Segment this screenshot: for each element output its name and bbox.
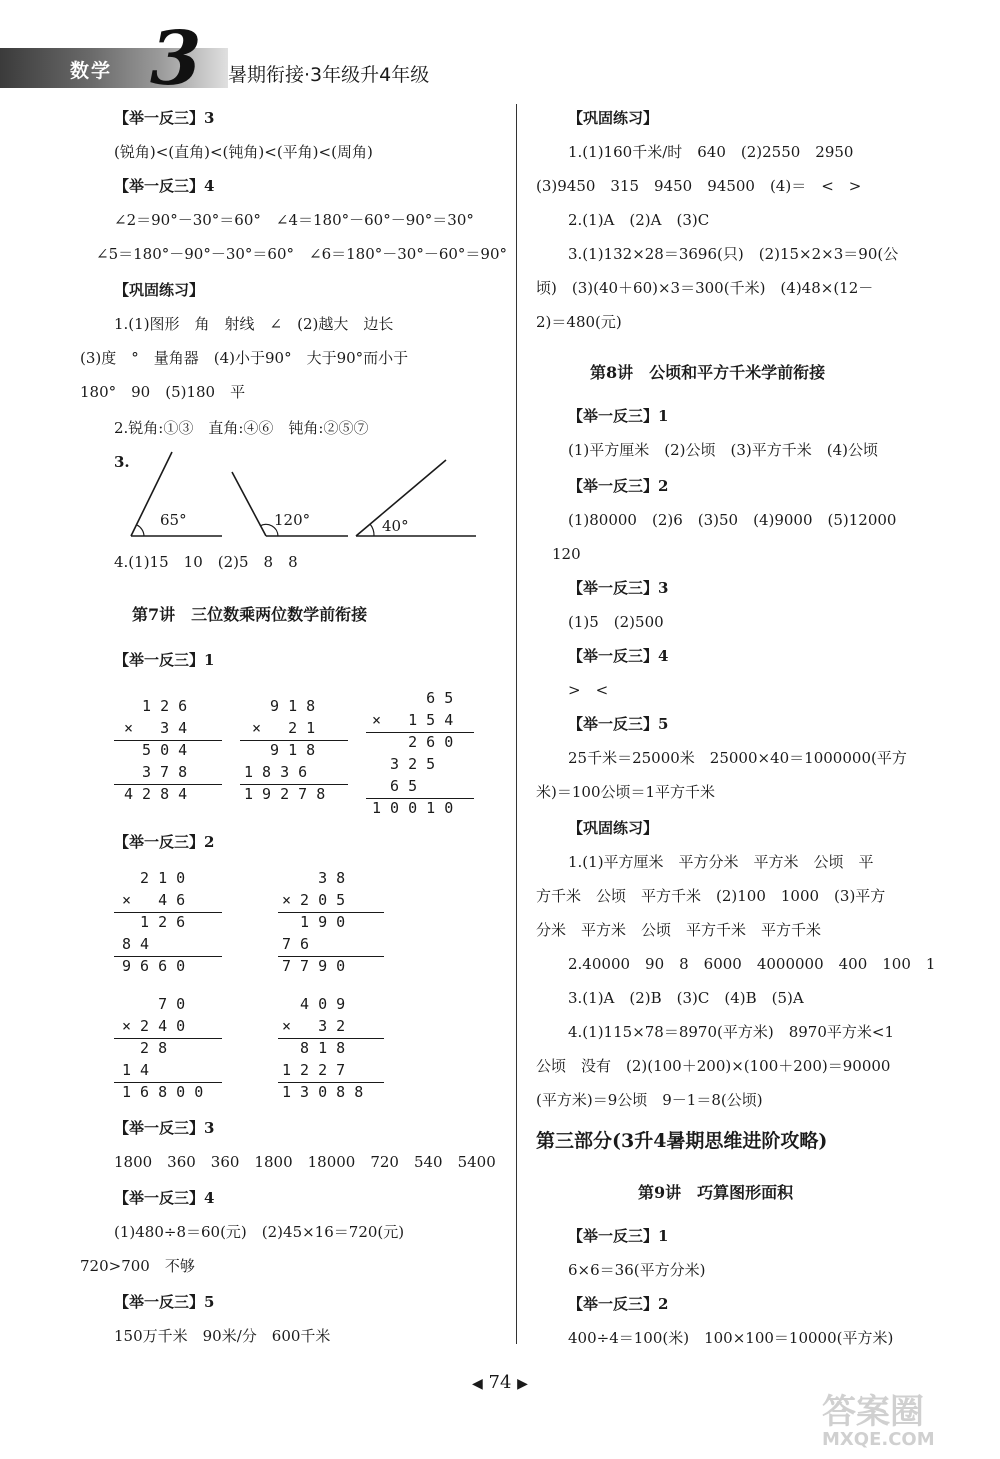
page-number <box>472 1372 528 1393</box>
answer-text: 公顷 没有 (2)(100＋200)×(100＋200)＝90000 <box>536 1057 891 1075</box>
answer-text: (1)平方厘米 (2)公顷 (3)平方千米 (4)公顷 <box>568 441 878 459</box>
lecture-title: 第9讲 巧算图形面积 <box>638 1183 794 1202</box>
calc-row: 7 6 <box>282 935 310 953</box>
calc-row: 7 0 <box>122 995 186 1013</box>
angle-label: 120° <box>274 511 311 529</box>
watermark <box>822 1394 982 1454</box>
section-label: 【举一反三】5 <box>114 1293 215 1311</box>
lecture-title: 第8讲 公顷和平方千米学前衔接 <box>590 363 826 382</box>
answer-text: 2)＝480(元) <box>536 313 622 331</box>
section-label: 【举一反三】4 <box>114 177 215 195</box>
answer-text: (3)度 ° 量角器 (4)小于90° 大于90°而小于 <box>80 349 409 367</box>
answer-text: 3.(1)A (2)B (3)C (4)B (5)A <box>568 989 804 1007</box>
section-label: 【举一反三】4 <box>114 1189 215 1207</box>
column-divider <box>516 104 517 1344</box>
answer-text: 1.(1)平方厘米 平方分米 平方米 公顷 平 <box>568 853 874 871</box>
calc-row: 1 9 2 7 8 <box>244 785 326 803</box>
section-label: 【举一反三】2 <box>114 833 215 851</box>
section-label: 【举一反三】3 <box>114 1119 215 1137</box>
triangle-right-icon: ▶ <box>517 1376 528 1392</box>
calc-row: 1 2 6 <box>124 697 188 715</box>
answer-text: 150万千米 90米/分 600千米 <box>114 1327 331 1345</box>
answer-text: 1.(1)160千米/时 640 (2)2550 2950 <box>568 143 854 161</box>
section-label: 【巩固练习】 <box>114 281 205 299</box>
answer-text: 180° 90 (5)180 平 <box>80 383 246 401</box>
calc-row: 1 3 0 8 8 <box>282 1083 364 1101</box>
section-label: 【举一反三】4 <box>568 647 669 665</box>
section-label: 【举一反三】2 <box>568 1295 669 1313</box>
answer-text: 720>700 不够 <box>80 1257 195 1275</box>
answer-text: 400÷4＝100(米) 100×100＝10000(平方米) <box>568 1329 894 1347</box>
subject-label: 数学 <box>70 60 113 82</box>
grade-number-logo: 3 <box>150 16 202 102</box>
answer-text: ∠2＝90°－30°＝60° ∠4＝180°－60°－90°＝30° <box>114 211 474 229</box>
calc-row: 3 7 8 <box>142 763 188 781</box>
answer-text: > < <box>568 681 609 699</box>
answer-text: 2.40000 90 8 6000 4000000 400 100 1 <box>568 955 936 973</box>
answer-text: 1800 360 360 1800 18000 720 540 5400 <box>114 1153 496 1171</box>
answer-text: 6×6＝36(平方分米) <box>568 1261 706 1279</box>
calc-row: 1 8 3 6 <box>244 763 308 781</box>
answer-text: 2.锐角:①③ 直角:④⑥ 钝角:②⑤⑦ <box>114 419 369 437</box>
answer-text: 方千米 公顷 平方千米 (2)100 1000 (3)平方 <box>536 887 886 905</box>
calc-row: 6 5 <box>372 777 418 795</box>
section-label: 【举一反三】1 <box>114 651 215 669</box>
calc-row: 1 0 0 1 0 <box>372 799 454 817</box>
answer-text: 3.(1)132×28＝3696(只) (2)15×2×3＝90(公 <box>568 245 899 263</box>
calc-row: 2 8 <box>122 1039 168 1057</box>
answer-text: 1.(1)图形 角 射线 ∠ (2)越大 边长 <box>114 315 394 333</box>
answer-text: (3)9450 315 9450 94500 (4)＝ < > <box>536 177 862 195</box>
answer-text: 2.(1)A (2)A (3)C <box>568 211 710 229</box>
calc-row: × 3 2 <box>282 1017 346 1035</box>
section-label: 【巩固练习】 <box>568 109 659 127</box>
section-label: 【举一反三】1 <box>568 1227 669 1245</box>
calc-row: 1 2 6 <box>122 913 186 931</box>
part-title: 第三部分(3升4暑期思维进阶攻略) <box>536 1130 828 1152</box>
answer-text: 分米 平方米 公顷 平方千米 平方千米 <box>536 921 822 939</box>
calc-row: 2 1 0 <box>122 869 186 887</box>
calc-row: 1 2 2 7 <box>282 1061 346 1079</box>
angle-label: 40° <box>382 517 409 535</box>
calc-row: × 4 6 <box>122 891 186 909</box>
answer-text: 4.(1)15 10 (2)5 8 8 <box>114 553 298 571</box>
page-number-value: 74 <box>488 1372 512 1393</box>
calc-row: × 1 5 4 <box>372 711 454 729</box>
answer-text: 25千米＝25000米 25000×40＝1000000(平方 <box>568 749 907 767</box>
calc-row: 1 9 0 <box>282 913 346 931</box>
section-label: 【举一反三】2 <box>568 477 669 495</box>
calc-row: 3 2 5 <box>372 755 436 773</box>
section-label: 【举一反三】3 <box>568 579 669 597</box>
calc-row: 7 7 9 0 <box>282 957 346 975</box>
answer-text: (1)5 (2)500 <box>568 613 664 631</box>
calc-row: × 2 4 0 <box>122 1017 186 1035</box>
answer-text: 米)＝100公顷＝1平方千米 <box>536 783 716 801</box>
calc-row: 1 4 <box>122 1061 150 1079</box>
angle-label: 65° <box>160 511 187 529</box>
answer-text: (锐角)<(直角)<(钝角)<(平角)<(周角) <box>114 143 373 161</box>
triangle-left-icon: ◀ <box>472 1376 483 1392</box>
section-label: 【举一反三】3 <box>114 109 215 127</box>
answer-text: 顷) (3)(40＋60)×3＝300(千米) (4)48×(12－ <box>536 279 874 297</box>
section-label: 【举一反三】1 <box>568 407 669 425</box>
lecture-title: 第7讲 三位数乘两位数学前衔接 <box>132 605 368 624</box>
header-title: 暑期衔接·3年级升4年级 <box>228 64 430 86</box>
calc-row: × 3 4 <box>124 719 188 737</box>
answer-text: ∠5＝180°－90°－30°＝60° ∠6＝180°－30°－60°＝90° <box>96 245 508 263</box>
answer-text: 4.(1)115×78＝8970(平方米) 8970平方米<1 <box>568 1023 895 1041</box>
calc-row: 9 1 8 <box>252 697 316 715</box>
answer-text: (平方米)＝9公顷 9－1＝8(公顷) <box>536 1091 763 1109</box>
calc-row: 8 4 <box>122 935 150 953</box>
calc-row: 2 6 0 <box>372 733 454 751</box>
calc-row: 9 6 6 0 <box>122 957 186 975</box>
answer-text: (1)80000 (2)6 (3)50 (4)9000 (5)12000 <box>568 511 897 529</box>
calc-row: 9 1 8 <box>252 741 316 759</box>
answer-text: 120 <box>552 545 581 563</box>
section-label: 【举一反三】5 <box>568 715 669 733</box>
answer-text: 3. <box>114 453 130 471</box>
angle-40 <box>356 460 476 536</box>
calc-row: 5 0 4 <box>124 741 188 759</box>
calc-row: 1 6 8 0 0 <box>122 1083 204 1101</box>
watermark-url: MXQE.COM <box>822 1429 935 1450</box>
calc-row: 4 0 9 <box>282 995 346 1013</box>
watermark-logo-text: 答案圈 <box>822 1392 924 1432</box>
section-label: 【巩固练习】 <box>568 819 659 837</box>
calc-row: × 2 1 <box>252 719 316 737</box>
calc-row: 8 1 8 <box>282 1039 346 1057</box>
calc-row: 6 5 <box>372 689 454 707</box>
calc-row: 4 2 8 4 <box>124 785 188 803</box>
answer-text: (1)480÷8＝60(元) (2)45×16＝720(元) <box>114 1223 405 1241</box>
calc-row: 3 8 <box>282 869 346 887</box>
calc-row: × 2 0 5 <box>282 891 346 909</box>
